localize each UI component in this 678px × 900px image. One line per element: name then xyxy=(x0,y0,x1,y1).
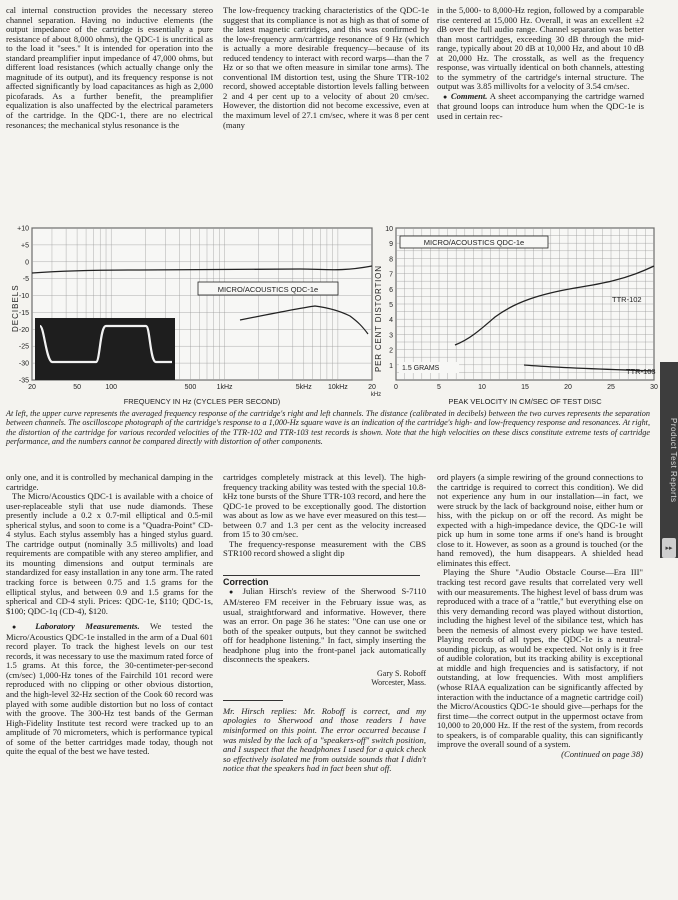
paragraph: in the 5,000- to 8,000-Hz region, followed by a comparable rise centered at 15,000 Hz. Overall, it was an excellent ±2 dB over the full audio range. Channel separation was better than most cartridges, exceeding 30 dB through the mid-range, typically about 20 dB at 10,000 Hz, and about 10 dB at 20,000 Hz. The crosstalk, as well as the frequency response, was virtually identical on both channels, attesting to the symmetry of the cartridge's internal structure. The output was 3.85 millivolts for a velocity of 3.54 cm/sec. xyxy=(437,5,644,92)
x-tick-label: 5 xyxy=(437,384,441,391)
y-tick-label: 8 xyxy=(389,256,393,264)
x-tick-label: 10 xyxy=(478,384,486,391)
figure-graphs xyxy=(0,222,660,407)
y-tick-label: 10 xyxy=(385,226,393,233)
divider xyxy=(223,700,283,701)
bullet-icon: ● xyxy=(229,588,237,597)
y-tick-label: 0 xyxy=(25,259,29,267)
paragraph-text: Julian Hirsch's review of the Sherwood S-7110 AM/stereo FM receiver in the February issue was, as usual, straightforward and informative. However, there was an error. On page 36 he states: "One can use one or both of the speaker outputs, but they cannot be switched off for headphone listening." In fact, simply inserting the headphone plug into the front-panel jack automatically disconnects the speakers. xyxy=(223,586,426,665)
top-column-2 xyxy=(223,6,429,130)
y-tick-label: 5 xyxy=(389,302,393,309)
bullet-icon: ● xyxy=(12,623,25,632)
y-tick-label: 4 xyxy=(389,317,393,325)
continued-note: (Continued on page 38) xyxy=(561,748,643,759)
x-tick-label: 100 xyxy=(105,384,118,391)
paragraph-text: A sheet accompanying the cartridge warned that ground loops can introduce hum when the QDC-1e is used in certain rec- xyxy=(437,90,645,122)
correction-title: Correction xyxy=(223,576,269,587)
bullet-icon: ● xyxy=(443,92,448,101)
graph1-label: MICRO/ACOUSTICS QDC-1e xyxy=(217,285,319,294)
y-tick-label: +5 xyxy=(21,242,29,250)
paragraph: The low-frequency tracking characteristics of the QDC-1e suggest that its compliance is not as high as that of some of the latest magnetic cartridges, and this was confirmed by the low-frequency arm/cartridge resonance of 9 Hz (which is actually a more desirable frequency—because of its reduced tendency to interact with record warps—than the 7 Hz or so that we often measure in similar tone arms). The conventional IM distortion test, using the Shure TTR-102 record, showed acceptable distortion levels falling between 2 and 4 per cent up to a velocity of about 20 cm/sec. However, the distortion did not become excessive, even at the maximum level of 27.1 cm/sec, where it was 8 per cent (many xyxy=(223,5,429,130)
graph2-label: MICRO/ACOUSTICS QDC-1e xyxy=(423,238,525,247)
section-heading: Comment. xyxy=(450,90,488,101)
divider xyxy=(223,575,420,576)
paragraph: Playing the Shure "Audio Obstacle Course—Era III" tracking test record gave results that correlated very well with our measurements. The highest level of bass drum was reproduced with a trace of a "rattle," but everything else on this very demanding record was played without distortion, including the highest level of the sibilance test, which has been the nemesis of almost every pickup we have tested. Playing records of all types, the QDC-1e is a neutral-sounding pickup, as would be expected. Not only is it free of audible coloration, but its tracking ability is exceptional at middle and high frequencies and is satisfactory, if not outstanding, at low frequencies. With most amplifiers (whose RIAA equalization can be significantly affected by interaction with the inductance of a magnetic cartridge coil) the Micro/Acoustics QDC-1e should give—perhaps for the first time—the correct output in the uppermost octave from 10,000 to 20,000 Hz. If the rest of the system, from records to speakers, is of comparable quality, this can significantly improve the overall sound of a system. xyxy=(437,567,643,750)
section-tab-marker: ▸▸ xyxy=(662,538,676,558)
y-tick-label: -35 xyxy=(18,377,29,385)
paragraph-text: We tested the Micro/Acoustics QDC-1e installed in the arm of a Dual 601 record player. To track the highest levels on our test records, it was necessary to use the maximum rated force of 1.5 grams. At this force, the 30-centimeter-per-second (cm/sec) 1,000-Hz tones of the Fairchild 101 record were reproduced with no clipping or other obvious distortion, and the high-level 32-Hz section of the Cook 60 record was played with some audible distortion but no loss of contact with the groove. The 300-Hz test bands of the German High-Fidelity Institute test record were tracked up to an amplitude of 70 micrometers, which is performance typical of some of the better cartridges made today, though not quite the equal of the best we have tested. xyxy=(6,621,213,757)
x-axis-label: FREQUENCY IN Hz (CYCLES PER SECOND) xyxy=(123,397,281,406)
x-tick-label: 10kHz xyxy=(327,384,348,391)
frequency-response-graph xyxy=(11,226,381,407)
x-tick-label: 25 xyxy=(607,384,615,391)
y-tick-label: 7 xyxy=(389,271,393,279)
y-tick-label: 6 xyxy=(389,286,393,294)
paragraph: The Micro/Acoustics QDC-1 is available with a choice of user-replaceable styli that use nude diamonds. These presently include a 0.2 x 0.7-mil elliptical and 0.5-mil spherical stylus, and soon to come is a "Quadra-Point" CD-4 stylus. Each stylus assembly has a hinged stylus guard. The cartridge output (nominally 3.5 millivolts) and load requirements are compatible with any stereo amplifier, and its mounting dimensions and output terminals are standardized for easy installation in any tone arm. The rated tracking force is between 0.75 and 1.5 grams for the elliptical stylus, and between 0.9 and 1.5 grams for the spherical and CD-4 styli. Prices: QDC-1e, $110; QDC-1s, $100; QDC-1q (CD-4), $120. xyxy=(6,491,213,616)
bottom-column-1 xyxy=(6,473,213,757)
x-tick-label: 20 xyxy=(368,384,376,391)
y-axis-label: PER CENT DISTORTION xyxy=(374,265,383,372)
signature-place: Worcester, Mass. xyxy=(371,678,426,688)
x-tick-label: 15 xyxy=(521,384,529,391)
bottom-column-3 xyxy=(437,473,643,759)
x-tick-label: 1kHz xyxy=(216,384,233,391)
curve-label-grams: 1.5 GRAMS xyxy=(402,365,440,372)
curve-label-ttr102: TTR-102 xyxy=(612,295,642,304)
y-axis-label: DECIBELS xyxy=(11,284,20,332)
paragraph: The frequency-response measurement with the CBS STR100 record showed a slight dip xyxy=(223,538,426,559)
x-tick-label: 50 xyxy=(73,384,81,391)
y-tick-label: -20 xyxy=(18,326,29,334)
y-tick-label: 2 xyxy=(389,347,393,355)
x-tick-label: 0 xyxy=(394,384,398,391)
y-tick-label: -5 xyxy=(22,276,29,284)
paragraph xyxy=(223,587,426,664)
editor-reply: Mr. Hirsch replies: Mr. Roboff is correct, and my apologies to Sherwood and those readers I have misinformed on this point. The error occurred because I was misled by the lack of a "speakers-off" switch position, and I suspect that the headphones I used for a quick check so effectively isolated me from outside sounds that I didn't notice that the speakers had in fact been shut off. xyxy=(223,705,426,774)
y-tick-label: +10 xyxy=(17,225,29,233)
x-tick-label: 30 xyxy=(650,384,658,391)
paragraph: only one, and it is controlled by mechanical damping in the cartridge. xyxy=(6,472,213,492)
y-tick-label: 3 xyxy=(389,332,393,340)
x-tick-label: 20 xyxy=(564,384,572,391)
x-tick-label: 500 xyxy=(184,384,197,391)
top-column-3 xyxy=(437,6,644,122)
x-tick-label: 20 xyxy=(28,384,36,391)
top-column-1 xyxy=(6,6,213,130)
oscilloscope-photo xyxy=(35,318,175,380)
section-tab-label: Product Test Reports xyxy=(669,417,678,503)
paragraph: ord players (a simple rewiring of the ground connections to the cartridge is required to correct this condition). We did not experience any hum in our installation—in fact, we were struck by the lack of background noise, either hum or hiss, with the pickup on or off the record. As might be expected with a high-impedance device, the QDC-1e will pick up hum in some tone arms if one's hand is brought close to it. However, as soon as a ground is touched (or the hand removed), the hum disappears. A shielded head eliminates this effect. xyxy=(437,472,643,568)
paragraph: cartridges completely mistrack at this level). The high-frequency tracking ability was tested with the special 10.8-kHz tone bursts of the Shure TTR-103 record, and here the QDC-1e proved to be exceptionally good. The distortion was about as low as we have ever measured on this test—between 0.7 and 1.3 per cent as the velocity increased from 15 to 30 cm/sec. xyxy=(223,472,426,540)
distortion-graph xyxy=(374,226,658,406)
y-tick-label: -10 xyxy=(18,293,29,301)
section-heading: Laboratory Measurements. xyxy=(35,621,140,632)
bottom-column-2 xyxy=(223,473,426,774)
y-tick-label: 1 xyxy=(389,362,393,370)
section-tab xyxy=(660,362,678,558)
x-tick-label: 5kHz xyxy=(295,384,312,391)
x-axis-label: PEAK VELOCITY IN CM/SEC OF TEST DISC xyxy=(448,397,602,406)
y-tick-label: -25 xyxy=(18,343,29,351)
y-tick-label: -30 xyxy=(18,360,29,368)
signature-name: Gary S. Roboff xyxy=(377,668,426,678)
y-tick-label: -15 xyxy=(18,309,29,317)
paragraph xyxy=(6,622,213,757)
paragraph: cal internal construction provides the necessary stereo channel separation. Having no inductive elements (the output impedance of the cartridge is essentially a pure resistance of about 8,000 ohms), the QDC-1 is uncritical as to the load it "sees." It is intended for operation into the standard preamplifier input impedance of 47,000 ohms, but different load resistances (which actually change only the magnitude of its output), and its frequency response is not affected significantly by load capacitances as high as 2,000 picofarads. As a further benefit, the preamplifier equalization is also unaffected by the electrical parameters of the cartridge. In the QDC-1, there are no electrical resonances; the mechanical stylus resonance is the xyxy=(6,5,213,130)
figure-caption: At left, the upper curve represents the averaged frequency response of the cartridge's right and left channels. The distance (calibrated in decibels) between the two curves represents the separation between channels. The oscilloscope photograph of the cartridge's response to a 1,000-Hz square wave is an indication of the cartridge's high- and low-frequency response and resonances. At right, the distortion of the cartridge for various recorded velocities of the TTR-102 and TTR-103 test records is shown. Note that the high velocities on these discs constitute extreme tests of cartridge performance, and the numbers cannot be compared directly with distortion of other components. xyxy=(6,409,650,447)
curve-label-ttr103: TTR-103 xyxy=(626,367,656,376)
y-tick-label: 9 xyxy=(389,241,393,249)
paragraph xyxy=(437,92,644,122)
x-tick-label: kHz xyxy=(370,392,382,398)
